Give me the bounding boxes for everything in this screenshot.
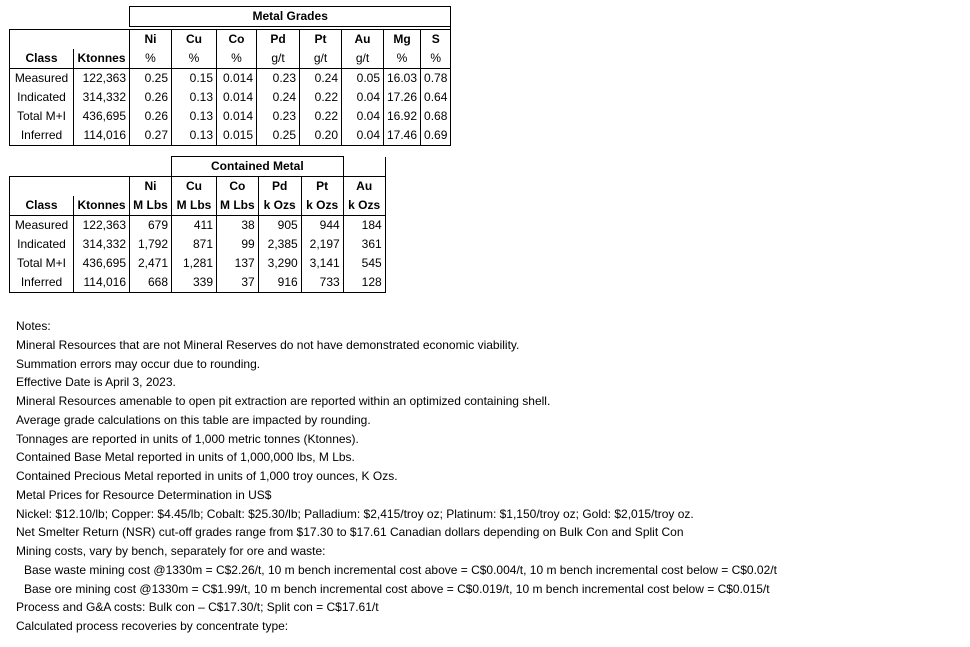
grades-value-cell: 0.23	[257, 69, 300, 89]
grades-value-cell: 0.78	[421, 69, 451, 89]
note-line: Contained Base Metal reported in units of 1,000,000 lbs, M Lbs.	[16, 450, 355, 465]
contained-row	[10, 273, 386, 293]
contained-value-cell: 2,197	[301, 235, 343, 254]
grades-unit-pd: g/t	[257, 49, 300, 69]
contained-value-cell: 411	[172, 216, 217, 236]
note-line: Contained Precious Metal reported in units of 1,000 troy ounces, K Ozs.	[16, 469, 398, 483]
contained-unit-ni: M Lbs	[130, 196, 172, 216]
contained-value-cell: 3,290	[258, 254, 301, 273]
grades-unit-pt: g/t	[300, 49, 342, 69]
note-line: Mining costs, vary by bench, separately for ore and waste:	[16, 544, 326, 558]
grades-unit-ni: %	[130, 49, 172, 69]
grades-value-cell: 122,363	[74, 69, 130, 89]
contained-value-cell: 436,695	[74, 254, 130, 273]
notes-heading: Notes:	[16, 319, 51, 333]
contained-value-cell: 733	[301, 273, 343, 293]
contained-value-cell: 114,016	[74, 273, 130, 293]
grades-col-ktonnes: Ktonnes	[74, 49, 130, 69]
contained-value-cell: 2,471	[130, 254, 172, 273]
grades-value-cell: 0.13	[172, 88, 217, 107]
grades-unit-s: %	[421, 49, 451, 69]
contained-value-cell: 128	[343, 273, 385, 293]
contained-unit-pd: k Ozs	[258, 196, 301, 216]
contained-value-cell: 99	[217, 235, 259, 254]
note-line: Effective Date is April 3, 2023.	[16, 375, 176, 390]
contained-unit-pt: k Ozs	[301, 196, 343, 216]
grades-col-co: Co	[217, 30, 257, 50]
contained-col-pd: Pd	[258, 177, 301, 197]
grades-value-cell: 0.15	[172, 69, 217, 89]
contained-value-cell: 3,141	[301, 254, 343, 273]
grades-value-cell: 0.22	[300, 107, 342, 126]
grades-value-cell: 0.26	[130, 107, 172, 126]
grades-value-cell: 0.25	[257, 126, 300, 146]
contained-class-cell: Indicated	[10, 235, 74, 254]
contained-value-cell: 339	[172, 273, 217, 293]
contained-value-cell: 916	[258, 273, 301, 293]
grades-value-cell: 0.04	[342, 88, 384, 107]
grades-value-cell: 0.27	[130, 126, 172, 146]
note-line: Base ore mining cost @1330m = C$1.99/t, 10 m bench incremental cost above = C$0.019/t, 10 m bench incremental cost below = C$0.015/t	[24, 581, 770, 596]
contained-unit-cu: M Lbs	[172, 196, 217, 216]
contained-row	[10, 235, 386, 254]
contained-class-cell: Inferred	[10, 273, 74, 293]
contained-value-cell: 944	[301, 216, 343, 236]
grades-value-cell: 314,332	[74, 88, 130, 107]
contained-unit-co: M Lbs	[217, 196, 259, 216]
note-line: Mineral Resources that are not Mineral Reserves do not have demonstrated economic viability.	[16, 337, 520, 352]
note-line: Nickel: $12.10/lb; Copper: $4.45/lb; Cobalt: $25.30/lb; Palladium: $2,415/troy oz; Platinum: $1,150/troy oz; Gold: $2,015/troy oz.	[16, 506, 694, 521]
grades-row	[10, 126, 451, 146]
grades-row	[10, 88, 451, 107]
note-line: Average grade calculations on this table are impacted by rounding.	[16, 412, 371, 427]
grades-value-cell: 0.13	[172, 107, 217, 126]
metal-grades-header: Metal Grades	[130, 7, 451, 27]
contained-value-cell: 37	[217, 273, 259, 293]
contained-value-cell: 184	[343, 216, 385, 236]
grades-col-class: Class	[10, 49, 74, 69]
grades-value-cell: 0.24	[300, 69, 342, 89]
note-line: Calculated process recoveries by concentrate type:	[16, 619, 289, 633]
contained-value-cell: 361	[343, 235, 385, 254]
grades-unit-co: %	[217, 49, 257, 69]
grades-value-cell: 0.24	[257, 88, 300, 107]
grades-value-cell: 0.68	[421, 107, 451, 126]
grades-class-cell: Total M+I	[10, 107, 74, 126]
notes-list	[16, 317, 777, 636]
grades-value-cell: 0.04	[342, 107, 384, 126]
contained-value-cell: 668	[130, 273, 172, 293]
metal-grades-body	[10, 69, 451, 146]
note-line: Process and G&A costs: Bulk con – C$17.30/t; Split con = C$17.61/t	[16, 600, 379, 615]
note-line: Summation errors may occur due to rounding.	[16, 356, 261, 371]
grades-value-cell: 0.015	[217, 126, 257, 146]
grades-value-cell: 0.26	[130, 88, 172, 107]
grades-value-cell: 0.69	[421, 126, 451, 146]
contained-value-cell: 1,792	[130, 235, 172, 254]
grades-value-cell: 0.13	[172, 126, 217, 146]
contained-class-cell: Total M+I	[10, 254, 74, 273]
grades-value-cell: 0.25	[130, 69, 172, 89]
contained-metal-header: Contained Metal	[172, 157, 344, 177]
contained-col-cu: Cu	[172, 177, 217, 197]
grades-value-cell: 0.23	[257, 107, 300, 126]
metal-grades-table	[9, 6, 451, 146]
grades-col-mg: Mg	[384, 30, 421, 50]
grades-unit-cu: %	[172, 49, 217, 69]
contained-col-ktonnes: Ktonnes	[74, 196, 130, 216]
contained-value-cell: 1,281	[172, 254, 217, 273]
contained-value-cell: 137	[217, 254, 259, 273]
contained-value-cell: 871	[172, 235, 217, 254]
grades-value-cell: 0.05	[342, 69, 384, 89]
grades-value-cell: 436,695	[74, 107, 130, 126]
grades-unit-mg: %	[384, 49, 421, 69]
grades-unit-au: g/t	[342, 49, 384, 69]
grades-class-cell: Measured	[10, 69, 74, 89]
grades-value-cell: 0.22	[300, 88, 342, 107]
grades-value-cell: 114,016	[74, 126, 130, 146]
grades-value-cell: 17.26	[384, 88, 421, 107]
contained-col-au: Au	[343, 177, 385, 197]
grades-col-ni: Ni	[130, 30, 172, 50]
note-line: Net Smelter Return (NSR) cut-off grades range from $17.30 to $17.61 Canadian dollars depending on Bulk Con and Split Con	[16, 525, 684, 540]
grades-value-cell: 0.20	[300, 126, 342, 146]
grades-value-cell: 17.46	[384, 126, 421, 146]
contained-col-pt: Pt	[301, 177, 343, 197]
contained-col-co: Co	[217, 177, 259, 197]
grades-col-au: Au	[342, 30, 384, 50]
contained-row	[10, 216, 386, 236]
grades-col-pt: Pt	[300, 30, 342, 50]
note-line: Metal Prices for Resource Determination in US$	[16, 487, 272, 502]
grades-row	[10, 107, 451, 126]
contained-value-cell: 122,363	[74, 216, 130, 236]
contained-value-cell: 38	[217, 216, 259, 236]
grades-value-cell: 0.04	[342, 126, 384, 146]
note-line: Tonnages are reported in units of 1,000 metric tonnes (Ktonnes).	[16, 431, 359, 446]
grades-col-pd: Pd	[257, 30, 300, 50]
contained-row	[10, 254, 386, 273]
grades-value-cell: 16.03	[384, 69, 421, 89]
contained-value-cell: 545	[343, 254, 385, 273]
grades-value-cell: 0.014	[217, 69, 257, 89]
contained-value-cell: 679	[130, 216, 172, 236]
contained-metal-table	[9, 156, 386, 293]
contained-col-ni: Ni	[130, 177, 172, 197]
contained-class-cell: Measured	[10, 216, 74, 236]
grades-row	[10, 69, 451, 89]
note-line: Base waste mining cost @1330m = C$2.26/t, 10 m bench incremental cost above = C$0.004/t, 10 m bench incremental cost below = C$0.02/t	[24, 562, 777, 577]
grades-value-cell: 0.014	[217, 88, 257, 107]
grades-value-cell: 0.014	[217, 107, 257, 126]
grades-value-cell: 16.92	[384, 107, 421, 126]
grades-class-cell: Inferred	[10, 126, 74, 146]
contained-value-cell: 314,332	[74, 235, 130, 254]
grades-col-s: S	[421, 30, 451, 50]
contained-col-class: Class	[10, 196, 74, 216]
grades-col-cu: Cu	[172, 30, 217, 50]
contained-value-cell: 905	[258, 216, 301, 236]
grades-value-cell: 0.64	[421, 88, 451, 107]
contained-unit-au: k Ozs	[343, 196, 385, 216]
grades-class-cell: Indicated	[10, 88, 74, 107]
note-line: Mineral Resources amenable to open pit extraction are reported within an optimized containing shell.	[16, 394, 551, 408]
contained-metal-body	[10, 216, 386, 293]
contained-value-cell: 2,385	[258, 235, 301, 254]
